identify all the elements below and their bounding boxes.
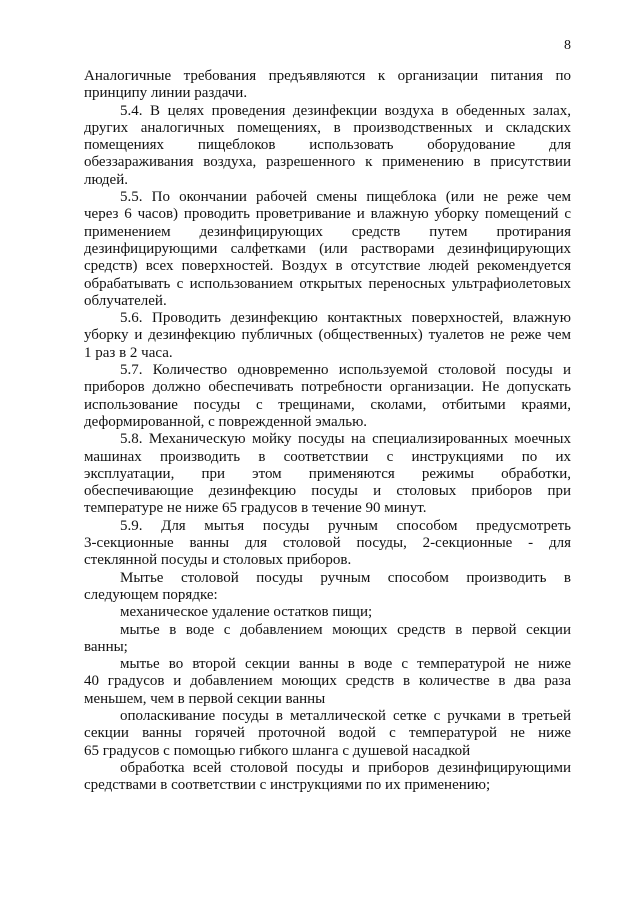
text-line: обеззараживания воздуха, разрешенного к применению в присутствии [84,154,571,171]
text-line: помещениях пищеблоков использовать оборудование для [84,137,571,154]
text-line: 1 раз в 2 часа. [84,344,173,361]
text-line: обрабатывать с использованием открытых переносных ультрафиолетовых [84,275,571,292]
text-line: Аналогичные требования предъявляются к организации питания по [84,68,571,84]
text-line: 65 градусов с помощью гибкого шланга с душевой насадкой [84,742,471,759]
paragraph [84,760,571,795]
text-line: температуре не ниже 65 градусов в течение 90 минут. [84,500,427,517]
text-line: использование посуды с трещинами, сколами, отбитыми краями, [84,396,571,413]
paragraph [84,518,571,570]
paragraph [84,656,571,708]
paragraph [84,362,571,431]
text-line: 5.9. Для мытья посуды ручным способом предусмотреть [120,517,571,534]
text-line: мытье в воде с добавлением моющих средств в первой секции [120,621,571,638]
document-body [84,68,571,794]
page-number: 8 [564,38,571,53]
paragraph [84,708,571,760]
text-line: машинах производить в соответствии с инструкциями по их [84,448,571,465]
paragraph [84,310,571,362]
text-line: через 6 часов) проводить проветривание и влажную уборку помещений с [84,206,571,223]
text-line: секции ванны горячей проточной водой с температурой не ниже [84,725,571,742]
paragraph [84,622,571,657]
text-line: уборку и дезинфекцию публичных (общественных) туалетов не реже чем [84,327,571,344]
text-line: 3-секционные ванны для столовой посуды, 2-секционные - для [84,535,571,552]
text-line: облучателей. [84,292,167,309]
paragraph [84,570,571,605]
paragraph [84,431,571,517]
text-line: обеспечивающие дезинфекцию посуды и столовых приборов при [84,483,571,500]
text-line: 40 градусов и добавлением моющих средств в количестве в два раза [84,673,571,690]
text-line: обработка всей столовой посуды и приборов дезинфицирующими [120,759,571,776]
text-line: 5.8. Механическую мойку посуды на специализированных моечных [120,431,571,448]
text-line: средств) всех поверхностей. Воздух в отсутствие людей рекомендуется [84,258,571,275]
text-line: деформированной, с поврежденной эмалью. [84,413,368,430]
paragraph [84,604,571,621]
text-line: 5.7. Количество одновременно используемой столовой посуды и [120,362,571,379]
paragraph [84,189,571,310]
paragraph [84,103,571,189]
text-line: других аналогичных помещениях, в производственных и складских [84,119,571,136]
text-line: применением дезинфицирующих средств путем протирания [84,223,571,240]
text-line: мытье во второй секции ванны в воде с температурой не ниже [120,656,571,673]
paragraph [84,68,571,103]
text-line: механическое удаление остатков пищи; [120,604,373,621]
text-line: приборов должно обеспечивать потребности организации. Не допускать [84,379,571,396]
text-line: меньшем, чем в первой секции ванны [84,690,326,707]
text-line: 5.5. По окончании рабочей смены пищеблока (или не реже чем [120,189,571,206]
text-line: стеклянной посуды и столовых приборов. [84,552,352,569]
text-line: дезинфицирующими салфетками (или растворами дезинфицирующих [84,240,571,257]
text-line: эксплуатации, при этом применяются режимы обработки, [84,465,571,482]
text-line: 5.6. Проводить дезинфекцию контактных поверхностей, влажную [120,310,571,327]
text-line: 5.4. В целях проведения дезинфекции воздуха в обеденных залах, [120,102,571,119]
text-line: Мытье столовой посуды ручным способом производить в [120,569,571,586]
text-line: средствами в соответствии с инструкциями по их применению; [84,777,491,794]
text-line: людей. [84,171,128,188]
text-line: следующем порядке: [84,586,218,603]
text-line: ополаскивание посуды в металлической сетке с ручками в третьей [120,707,571,724]
text-line: ванны; [84,638,128,655]
text-line: принципу линии раздачи. [84,85,248,102]
